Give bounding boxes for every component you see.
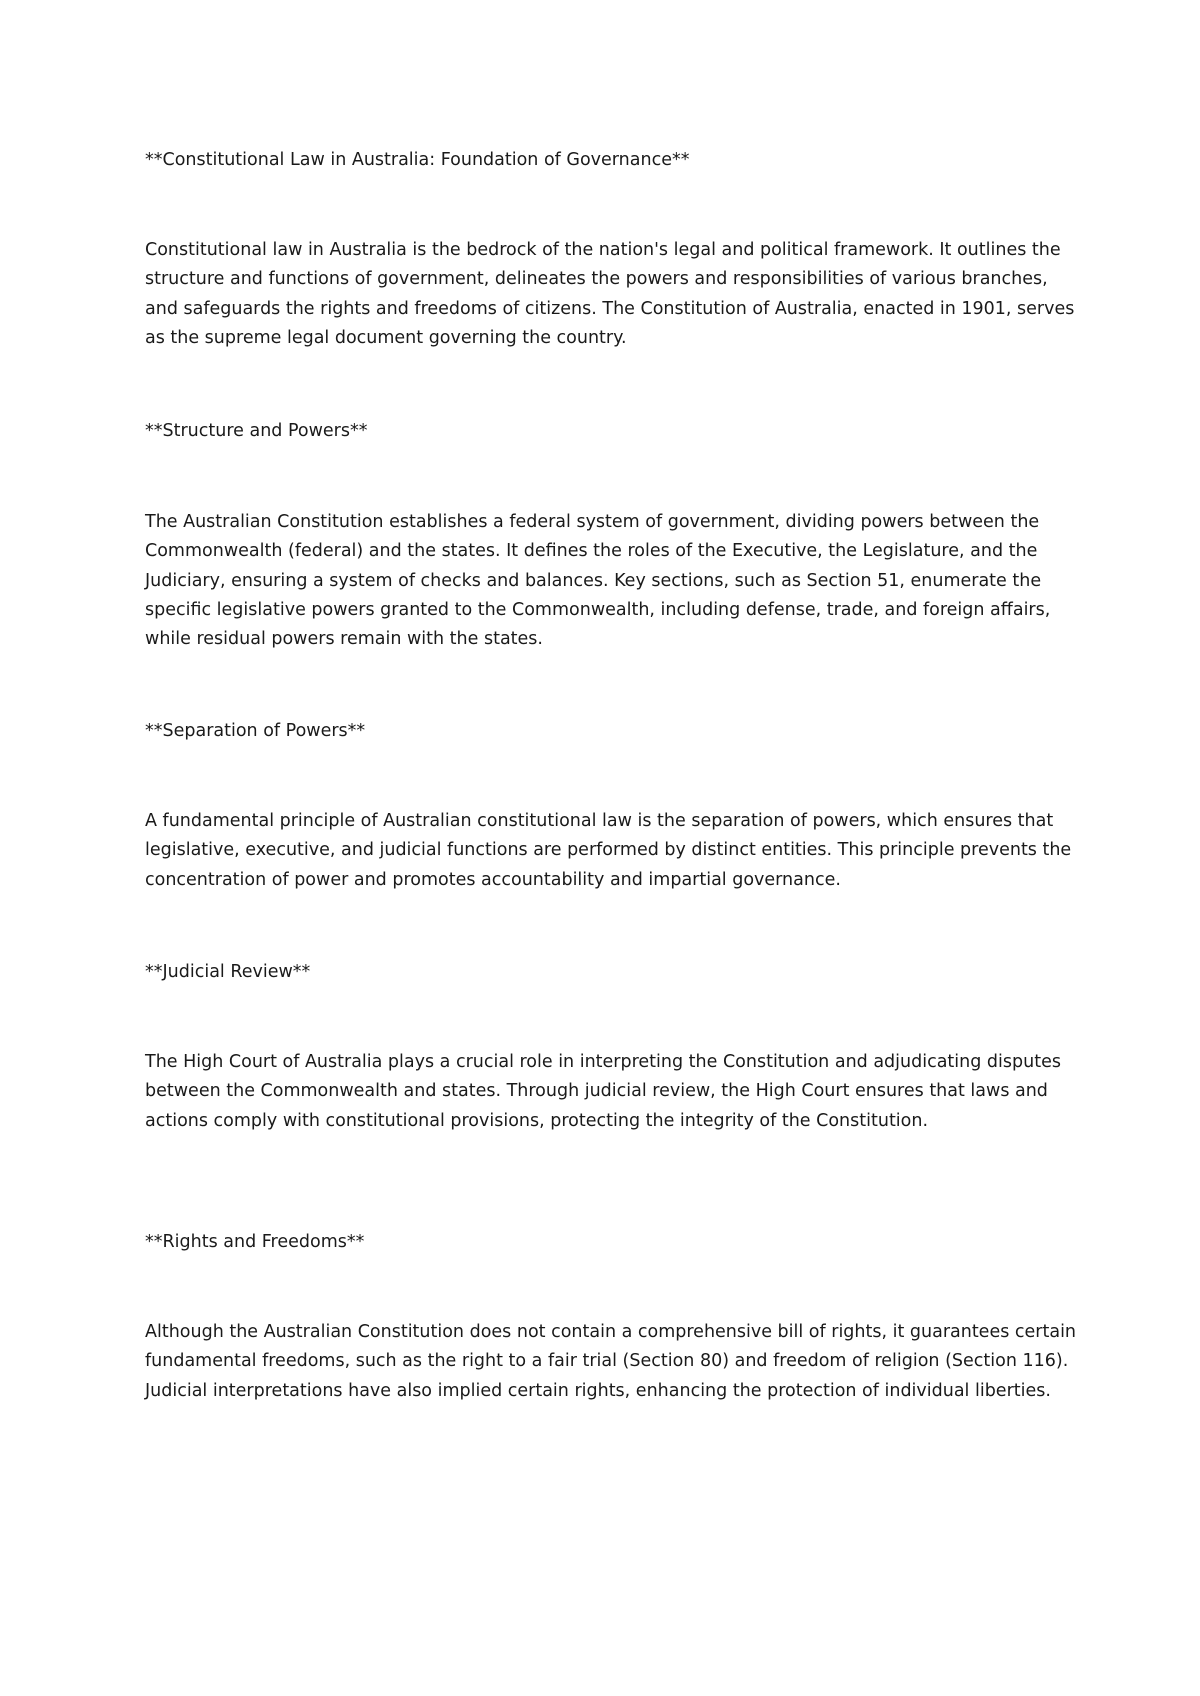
section-body-separation-of-powers: A fundamental principle of Australian constitutional law is the separation of powers, which ensures that legislative, executive, and judicial functions are performed by distinct entities. This principle prevents the concentration of power and promotes accountability and impartial governance. — [145, 811, 1072, 890]
section-heading-structure-and-powers: **Structure and Powers** — [145, 421, 368, 441]
section-heading-constitutional-law: **Constitutional Law in Australia: Foundation of Governance** — [145, 150, 690, 170]
section-body-judicial-review: The High Court of Australia plays a crucial role in interpreting the Constitution and adjudicating disputes between the Commonwealth and states. Through judicial review, the High Court ensures that laws and actions comply with constitutional provisions, protecting the integrity of the Constitution. — [145, 1052, 1061, 1131]
section-body-constitutional-law: Constitutional law in Australia is the bedrock of the nation's legal and political framework. It outlines the structure and functions of government, delineates the powers and responsibilities of various branches, and safeguards the rights and freedoms of citizens. The Constitution of Australia, enacted in 1901, serves as the supreme legal document governing the country. — [145, 240, 1075, 348]
section-heading-separation-of-powers: **Separation of Powers** — [145, 721, 366, 741]
section-body-rights-and-freedoms: Although the Australian Constitution does not contain a comprehensive bill of rights, it guarantees certain fundamental freedoms, such as the right to a fair trial (Section 80) and freedom of religion (Section 116). Judicial interpretations have also implied certain rights, enhancing the protection of individual liberties. — [145, 1322, 1077, 1401]
section-heading-judicial-review: **Judicial Review** — [145, 962, 311, 982]
section-body-structure-and-powers: The Australian Constitution establishes a federal system of government, dividing powers between the Commonwealth (federal) and the states. It defines the roles of the Executive, the Legislature, and the Judiciary, ensuring a system of checks and balances. Key sections, such as Section 51, enumerate the specific legislative powers granted to the Commonwealth, including defense, trade, and foreign affairs, while residual powers remain with the states. — [145, 512, 1051, 650]
section-heading-rights-and-freedoms: **Rights and Freedoms** — [145, 1232, 365, 1252]
